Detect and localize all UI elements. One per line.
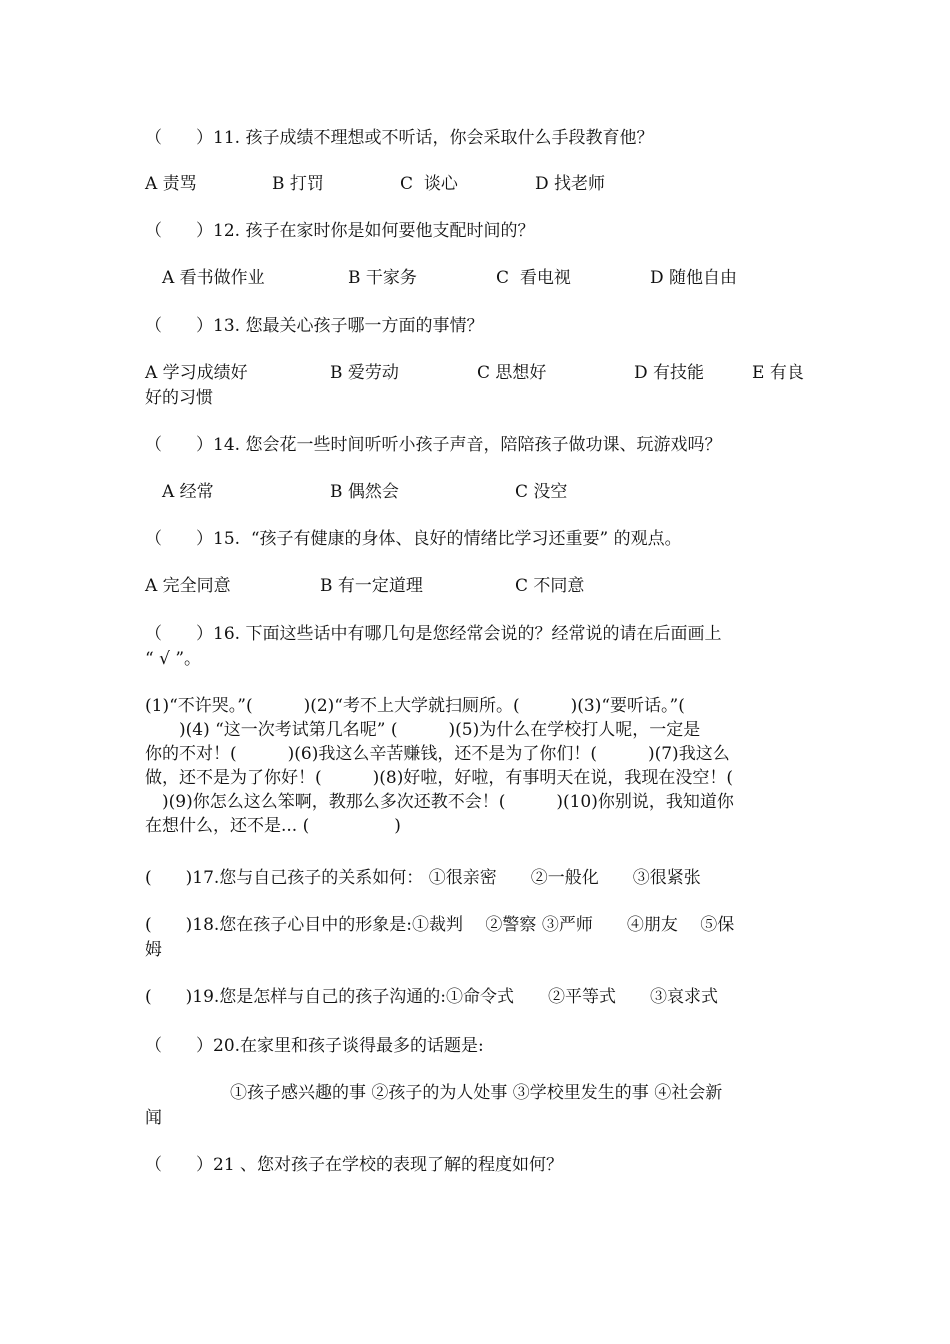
question-13-stem: （ ）13. 您最关心孩子哪一方面的事情？ xyxy=(145,316,484,336)
question-13-option-d: D 有技能 xyxy=(634,363,705,383)
question-13-option-e: E 有良 xyxy=(752,363,804,383)
question-17: ( )17.您与自己孩子的关系如何： ①很亲密 ②一般化 ③很紧张 xyxy=(145,868,701,888)
question-20-stem: （ ）20.在家里和孩子谈得最多的话题是: xyxy=(145,1036,484,1056)
question-18-continuation: 姆 xyxy=(145,940,162,960)
question-16-statement-line: (1)“不许哭。”( )(2)“考不上大学就扫厕所。( )(3)“要听话。”( xyxy=(145,696,685,716)
question-13-option-a: A 学习成绩好 xyxy=(145,363,248,383)
question-14-option-a: A 经常 xyxy=(162,482,214,502)
question-12-option-a: A 看书做作业 xyxy=(162,268,265,288)
question-16-statements xyxy=(145,694,807,838)
question-13-option-b: B 爱劳动 xyxy=(330,363,399,383)
question-16-statement-line: 做，还不是为了你好！( )(8)好啦，好啦，有事明天在说，我现在没空！( xyxy=(145,768,733,788)
question-16-statement-line: 在想什么，还不是... ( ) xyxy=(145,816,401,836)
question-19: ( )19.您是怎样与自己的孩子沟通的:①命令式 ②平等式 ③哀求式 xyxy=(145,987,719,1007)
question-11-option-d: D 找老师 xyxy=(535,174,606,194)
question-11-option-b: B 打罚 xyxy=(272,174,324,194)
question-12-option-d: D 随他自由 xyxy=(650,268,738,288)
question-12-stem: （ ）12. 孩子在家时你是如何要他支配时间的？ xyxy=(145,221,535,241)
question-16-statement-line: )(4) “这一次考试第几名呢” ( )(5)为什么在学校打人呢，一定是 xyxy=(145,720,701,740)
question-15-option-a: A 完全同意 xyxy=(145,576,231,596)
question-16-stem-line-2: “ √ ”。 xyxy=(145,649,202,669)
question-14-option-c: C 没空 xyxy=(515,482,568,502)
question-16-statement-line: 你的不对！( )(6)我这么辛苦赚钱，还不是为了你们！( )(7)我这么 xyxy=(145,744,730,764)
question-13-option-e-continuation: 好的习惯 xyxy=(145,388,213,408)
question-14-option-b: B 偶然会 xyxy=(330,482,399,502)
question-11-stem: （ ）11. 孩子成绩不理想或不听话，你会采取什么手段教育他？ xyxy=(145,128,654,148)
question-15-option-c: C 不同意 xyxy=(515,576,585,596)
question-15-option-b: B 有一定道理 xyxy=(320,576,423,596)
question-12-option-b: B 干家务 xyxy=(348,268,417,288)
question-13-option-c: C 思想好 xyxy=(477,363,547,383)
question-15-stem: （ ）15. “孩子有健康的身体、良好的情绪比学习还重要” 的观点。 xyxy=(145,529,682,549)
question-20-options: ①孩子感兴趣的事 ②孩子的为人处事 ③学校里发生的事 ④社会新 xyxy=(230,1083,723,1103)
question-12-option-c: C 看电视 xyxy=(496,268,571,288)
question-16-statement-line: )(9)你怎么这么笨啊，教那么多次还教不会！( )(10)你别说，我知道你 xyxy=(145,792,734,812)
question-16-stem-line-1: （ ）16. 下面这些话中有哪几句是您经常会说的？经常说的请在后面画上 xyxy=(145,624,722,644)
question-18: ( )18.您在孩子心目中的形象是:①裁判 ②警察 ③严师 ④朋友 ⑤保 xyxy=(145,915,735,935)
question-11-option-c: C 谈心 xyxy=(400,174,458,194)
question-21-stem: （ ）21 、您对孩子在学校的表现了解的程度如何？ xyxy=(145,1155,564,1175)
question-11-option-a: A 责骂 xyxy=(145,174,197,194)
question-14-stem: （ ）14. 您会花一些时间听听小孩子声音，陪陪孩子做功课、玩游戏吗？ xyxy=(145,435,722,455)
question-20-continuation: 闻 xyxy=(145,1108,162,1128)
